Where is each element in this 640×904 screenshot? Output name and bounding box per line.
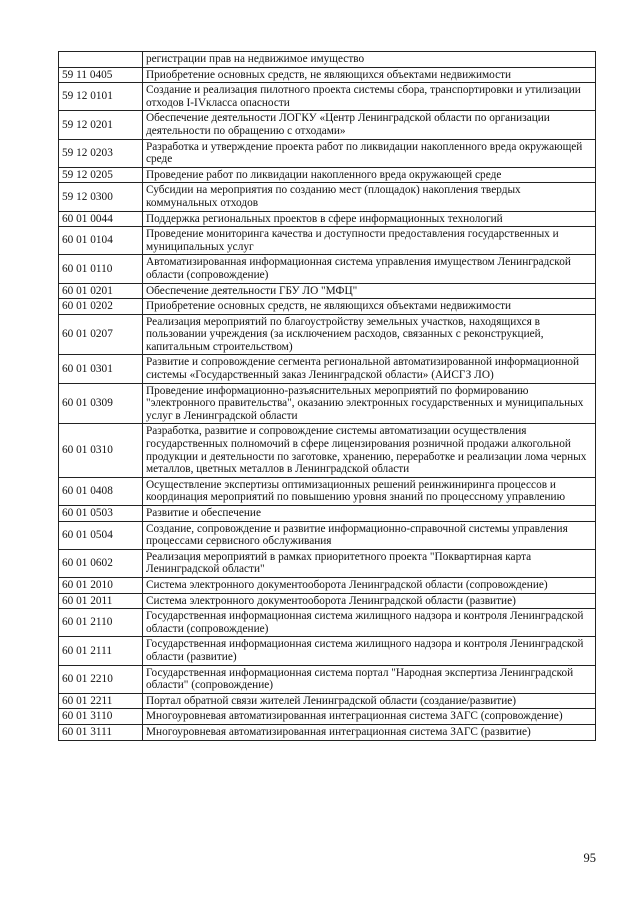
row-code: 60 01 0104 (59, 227, 143, 255)
table-row (59, 139, 596, 167)
row-description: Развитие и обеспечение (143, 506, 596, 522)
row-code: 59 12 0101 (59, 83, 143, 111)
row-description: Проведение мониторинга качества и доступности предоставления государственных и муниципальных услуг (143, 227, 596, 255)
table-row (59, 609, 596, 637)
row-code: 60 01 2210 (59, 665, 143, 693)
table-row (59, 111, 596, 139)
row-code: 60 01 2010 (59, 577, 143, 593)
row-description: Приобретение основных средств, не являющихся объектами недвижимости (143, 67, 596, 83)
row-code: 60 01 0044 (59, 211, 143, 227)
row-description: Проведение информационно-разъяснительных мероприятий по формированию "электронного правительства", оказанию электронных государственных и муниципальных услуг в Ленинградской области (143, 383, 596, 424)
row-code: 60 01 0202 (59, 299, 143, 315)
row-code: 60 01 2211 (59, 693, 143, 709)
table-row (59, 709, 596, 725)
row-code: 60 01 0301 (59, 355, 143, 383)
row-description: Государственная информационная система жилищного надзора и контроля Ленинградской области (сопровождение) (143, 609, 596, 637)
row-code: 60 01 0504 (59, 521, 143, 549)
table-row (59, 255, 596, 283)
row-code (59, 52, 143, 68)
row-description: Развитие и сопровождение сегмента региональной автоматизированной информационной системы «Государственный заказ Ленинградской области» (АИСГЗ ЛО) (143, 355, 596, 383)
table-row (59, 424, 596, 477)
table-row (59, 283, 596, 299)
row-description: Реализация мероприятий по благоустройству земельных участков, находящихся в пользовании учреждения (за исключением расходов, связанных с реконструкцией, капитальным строительством) (143, 314, 596, 355)
table-row (59, 577, 596, 593)
row-code: 60 01 0110 (59, 255, 143, 283)
table-row (59, 637, 596, 665)
row-description: Государственная информационная система жилищного надзора и контроля Ленинградской области (развитие) (143, 637, 596, 665)
table-row (59, 521, 596, 549)
row-code: 60 01 0207 (59, 314, 143, 355)
row-code: 60 01 0310 (59, 424, 143, 477)
row-description: Создание, сопровождение и развитие информационно-справочной системы управления процессами сервисного обслуживания (143, 521, 596, 549)
row-code: 59 12 0300 (59, 183, 143, 211)
row-description: Поддержка региональных проектов в сфере информационных технологий (143, 211, 596, 227)
row-code: 59 12 0205 (59, 167, 143, 183)
row-description: Разработка, развитие и сопровождение системы автоматизации осуществления государственных полномочий в сфере лицензирования розничной продажи алкогольной продукции и деятельности по заготовке, хранению, переработке и реализации лома черных металлов, цветных металлов в Ленинградской области (143, 424, 596, 477)
row-description: Субсидии на мероприятия по созданию мест (площадок) накопления твердых коммунальных отходов (143, 183, 596, 211)
table-row (59, 665, 596, 693)
table-row (59, 477, 596, 505)
row-description: Приобретение основных средств, не являющихся объектами недвижимости (143, 299, 596, 315)
table-row (59, 183, 596, 211)
row-code: 59 11 0405 (59, 67, 143, 83)
table-row (59, 693, 596, 709)
table-row (59, 227, 596, 255)
row-description: Проведение работ по ликвидации накопленного вреда окружающей среде (143, 167, 596, 183)
row-description: регистрации прав на недвижимое имущество (143, 52, 596, 68)
row-code: 60 01 0408 (59, 477, 143, 505)
table-row (59, 506, 596, 522)
row-code: 60 01 0503 (59, 506, 143, 522)
row-description: Создание и реализация пилотного проекта системы сбора, транспортировки и утилизации отходов I-IVкласса опасности (143, 83, 596, 111)
row-description: Реализация мероприятий в рамках приоритетного проекта "Поквартирная карта Ленинградской области" (143, 549, 596, 577)
row-code: 60 01 3110 (59, 709, 143, 725)
row-code: 60 01 2111 (59, 637, 143, 665)
row-description: Система электронного документооборота Ленинградской области (сопровождение) (143, 577, 596, 593)
row-code: 60 01 2110 (59, 609, 143, 637)
row-description: Система электронного документооборота Ленинградской области (развитие) (143, 593, 596, 609)
table-row (59, 211, 596, 227)
row-description: Государственная информационная система портал "Народная экспертиза Ленинградской области" (сопровождение) (143, 665, 596, 693)
table-row (59, 355, 596, 383)
table-row (59, 724, 596, 740)
row-description: Автоматизированная информационная система управления имуществом Ленинградской области (сопровождение) (143, 255, 596, 283)
table-row (59, 67, 596, 83)
row-code: 60 01 3111 (59, 724, 143, 740)
row-code: 60 01 0201 (59, 283, 143, 299)
page-number: 95 (583, 851, 596, 865)
table-row (59, 593, 596, 609)
table-row (59, 52, 596, 68)
row-code: 60 01 2011 (59, 593, 143, 609)
row-description: Разработка и утверждение проекта работ по ликвидации накопленного вреда окружающей среде (143, 139, 596, 167)
table-row (59, 549, 596, 577)
table-row (59, 314, 596, 355)
budget-classification-table (58, 51, 596, 741)
row-code: 60 01 0309 (59, 383, 143, 424)
row-code: 60 01 0602 (59, 549, 143, 577)
row-description: Обеспечение деятельности ГБУ ЛО "МФЦ" (143, 283, 596, 299)
table-row (59, 299, 596, 315)
row-code: 59 12 0203 (59, 139, 143, 167)
row-code: 59 12 0201 (59, 111, 143, 139)
table-row (59, 83, 596, 111)
table-row (59, 383, 596, 424)
row-description: Обеспечение деятельности ЛОГКУ «Центр Ленинградской области по организации деятельности по обращению с отходами» (143, 111, 596, 139)
table-body (59, 52, 596, 741)
row-description: Многоуровневая автоматизированная интеграционная система ЗАГС (развитие) (143, 724, 596, 740)
table-row (59, 167, 596, 183)
row-description: Осуществление экспертизы оптимизационных решений реинжиниринга процессов и координация мероприятий по повышению уровня знаний по процессному управлению (143, 477, 596, 505)
row-description: Портал обратной связи жителей Ленинградской области (создание/развитие) (143, 693, 596, 709)
row-description: Многоуровневая автоматизированная интеграционная система ЗАГС (сопровождение) (143, 709, 596, 725)
